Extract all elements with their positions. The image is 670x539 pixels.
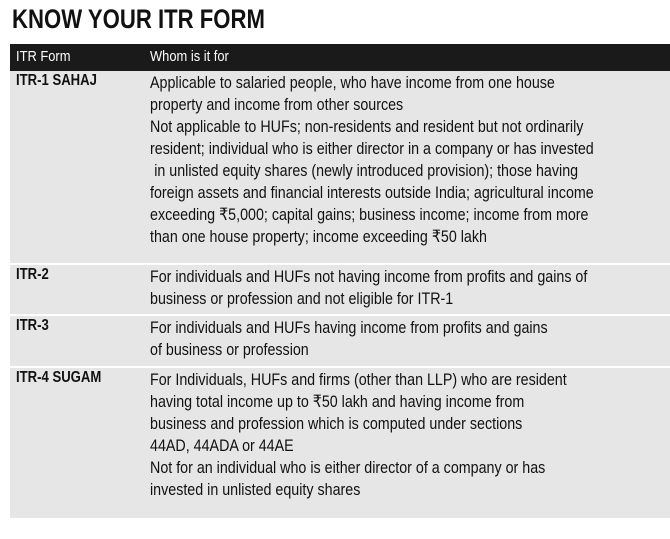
header-whom-is-it-for: Whom is it for xyxy=(150,48,229,65)
form-name: ITR-1 SAHAJ xyxy=(16,72,97,89)
description-line: Not for an individual who is either director of a company or has xyxy=(150,458,546,477)
description-line: exceeding ₹5,000; capital gains; business income; income from more xyxy=(150,205,589,224)
table-row-itr-2 xyxy=(10,265,670,316)
table-row-itr-1 xyxy=(10,71,670,265)
description-line: Not applicable to HUFs; non-residents and resident but not ordinarily xyxy=(150,117,584,136)
description-line: than one house property; income exceeding ₹50 lakh xyxy=(150,227,487,246)
description-line: invested in unlisted equity shares xyxy=(150,480,361,499)
table-header xyxy=(10,44,670,71)
form-name: ITR-2 xyxy=(16,266,49,283)
itr-form-table xyxy=(10,44,670,518)
form-description xyxy=(150,369,654,501)
form-name: ITR-4 SUGAM xyxy=(16,369,102,386)
description-line: For individuals and HUFs having income from profits and gains xyxy=(150,318,548,337)
description-line: 44AD, 44ADA or 44AE xyxy=(150,436,294,455)
description-line: For Individuals, HUFs and firms (other than LLP) who are resident xyxy=(150,370,567,389)
description-line: resident; individual who is either director in a company or has invested xyxy=(150,139,594,158)
table-row-itr-3 xyxy=(10,316,670,368)
description-line: business and profession which is computed under sections xyxy=(150,414,523,433)
description-line: Applicable to salaried people, who have income from one house xyxy=(150,73,555,92)
form-name: ITR-3 xyxy=(16,317,49,334)
form-description xyxy=(150,266,654,310)
description-line: having total income up to ₹50 lakh and having income from xyxy=(150,392,525,411)
form-description xyxy=(150,72,654,248)
page-title: KNOW YOUR ITR FORM xyxy=(12,4,265,34)
description-line: business or profession and not eligible for ITR-1 xyxy=(150,289,454,308)
description-line: foreign assets and financial interests outside India; agricultural income xyxy=(150,183,594,202)
description-line: in unlisted equity shares (newly introduced provision); those having xyxy=(154,161,579,180)
table-row-itr-4 xyxy=(10,368,670,518)
description-line: of business or profession xyxy=(150,340,309,359)
description-line: For individuals and HUFs not having income from profits and gains of xyxy=(150,267,588,286)
header-itr-form: ITR Form xyxy=(16,48,71,65)
description-line: property and income from other sources xyxy=(150,95,404,114)
form-description xyxy=(150,317,654,361)
